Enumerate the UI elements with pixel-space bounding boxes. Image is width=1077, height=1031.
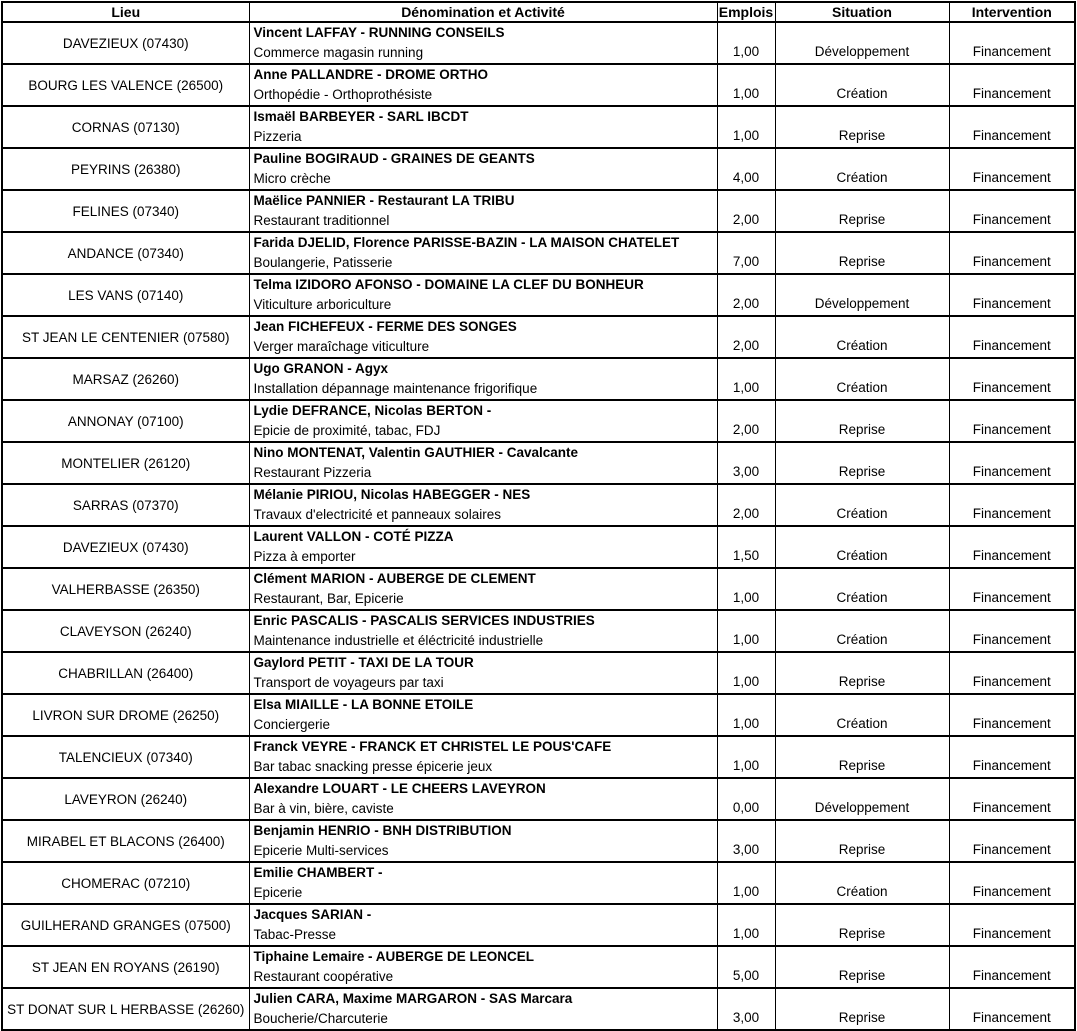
- table-row: [2, 904, 1075, 946]
- intervention-value: Financement: [972, 842, 1051, 857]
- emplois-value: 7,00: [732, 254, 760, 269]
- cell-lieu[interactable]: CLAVEYSON (26240): [2, 610, 249, 652]
- cell-situation[interactable]: [775, 736, 949, 778]
- denomination-wrap: [250, 653, 717, 693]
- cell-situation[interactable]: [775, 400, 949, 442]
- cell-emplois[interactable]: [717, 400, 775, 442]
- business-name: Benjamin HENRIO - BNH DISTRIBUTION: [253, 823, 512, 838]
- cell-situation[interactable]: [775, 316, 949, 358]
- cell-denomination[interactable]: [249, 736, 717, 778]
- business-activity: Restaurant Pizzeria: [253, 465, 372, 480]
- table-row: [2, 652, 1075, 694]
- business-name: Ugo GRANON - Agyx: [253, 361, 388, 376]
- cell-intervention[interactable]: [949, 652, 1075, 694]
- table-header-row: [2, 2, 1075, 22]
- business-activity: Micro crèche: [253, 171, 331, 186]
- cell-emplois[interactable]: [717, 988, 775, 1030]
- situation-value: Reprise: [838, 758, 886, 773]
- cell-denomination[interactable]: [249, 106, 717, 148]
- cell-situation[interactable]: [775, 232, 949, 274]
- intervention-value: Financement: [972, 86, 1051, 101]
- business-activity: Restaurant traditionnel: [253, 213, 390, 228]
- emplois-value: 2,00: [732, 212, 760, 227]
- cell-emplois[interactable]: [717, 232, 775, 274]
- situation-value: Reprise: [838, 674, 886, 689]
- cell-intervention[interactable]: [949, 820, 1075, 862]
- cell-intervention[interactable]: [949, 778, 1075, 820]
- table-row: [2, 190, 1075, 232]
- emplois-value: 1,00: [732, 44, 760, 59]
- cell-lieu[interactable]: SARRAS (07370): [2, 484, 249, 526]
- cell-situation[interactable]: [775, 988, 949, 1030]
- cell-lieu[interactable]: CHABRILLAN (26400): [2, 652, 249, 694]
- business-activity: Restaurant, Bar, Epicerie: [253, 591, 404, 606]
- cell-denomination[interactable]: [249, 988, 717, 1030]
- situation-value: Création: [836, 590, 888, 605]
- table-row: [2, 820, 1075, 862]
- column-header-denomination[interactable]: Dénomination et Activité: [249, 2, 717, 22]
- table-row: [2, 442, 1075, 484]
- cell-intervention[interactable]: [949, 22, 1075, 64]
- cell-denomination[interactable]: [249, 274, 717, 316]
- cell-denomination[interactable]: [249, 190, 717, 232]
- cell-lieu[interactable]: MIRABEL ET BLACONS (26400): [2, 820, 249, 862]
- situation-value: Création: [836, 632, 888, 647]
- situation-value: Création: [836, 884, 888, 899]
- situation-value: Création: [836, 86, 888, 101]
- denomination-wrap: [250, 989, 717, 1029]
- cell-denomination[interactable]: [249, 610, 717, 652]
- business-activity: Pizzeria: [253, 129, 302, 144]
- business-name: Laurent VALLON - COTÉ PIZZA: [253, 529, 454, 544]
- denomination-wrap: [250, 107, 717, 147]
- situation-value: Reprise: [838, 254, 886, 269]
- cell-situation[interactable]: [775, 484, 949, 526]
- business-activity: Conciergerie: [253, 717, 331, 732]
- situation-value: Création: [836, 170, 888, 185]
- business-name: Telma IZIDORO AFONSO - DOMAINE LA CLEF DU BONHEUR: [253, 277, 644, 292]
- cell-denomination[interactable]: [249, 148, 717, 190]
- cell-denomination[interactable]: [249, 904, 717, 946]
- business-name: Maëlice PANNIER - Restaurant LA TRIBU: [253, 193, 515, 208]
- intervention-value: Financement: [972, 254, 1051, 269]
- cell-denomination[interactable]: [249, 316, 717, 358]
- cell-situation[interactable]: [775, 190, 949, 232]
- emplois-value: 3,00: [732, 464, 760, 479]
- intervention-value: Financement: [972, 758, 1051, 773]
- cell-intervention[interactable]: [949, 148, 1075, 190]
- business-name: Enric PASCALIS - PASCALIS SERVICES INDUSTRIES: [253, 613, 595, 628]
- cell-lieu[interactable]: VALHERBASSE (26350): [2, 568, 249, 610]
- situation-value: Reprise: [838, 464, 886, 479]
- cell-situation[interactable]: [775, 526, 949, 568]
- emplois-value: 2,00: [732, 506, 760, 521]
- cell-situation[interactable]: [775, 274, 949, 316]
- emplois-value: 1,00: [732, 86, 760, 101]
- intervention-value: Financement: [972, 212, 1051, 227]
- cell-situation[interactable]: [775, 148, 949, 190]
- denomination-wrap: [250, 65, 717, 105]
- cell-denomination[interactable]: [249, 652, 717, 694]
- cell-lieu[interactable]: LIVRON SUR DROME (26250): [2, 694, 249, 736]
- cell-emplois[interactable]: [717, 442, 775, 484]
- emplois-value: 2,00: [732, 338, 760, 353]
- cell-denomination[interactable]: [249, 820, 717, 862]
- table-row: [2, 316, 1075, 358]
- table-row: [2, 274, 1075, 316]
- cell-intervention[interactable]: [949, 568, 1075, 610]
- table-row: [2, 778, 1075, 820]
- table-row: [2, 988, 1075, 1030]
- cell-denomination[interactable]: [249, 862, 717, 904]
- cell-lieu[interactable]: FELINES (07340): [2, 190, 249, 232]
- cell-emplois[interactable]: [717, 904, 775, 946]
- cell-situation[interactable]: [775, 610, 949, 652]
- cell-intervention[interactable]: [949, 358, 1075, 400]
- situation-value: Reprise: [838, 128, 886, 143]
- business-name: Nino MONTENAT, Valentin GAUTHIER - Cavalcante: [253, 445, 579, 460]
- cell-lieu[interactable]: GUILHERAND GRANGES (07500): [2, 904, 249, 946]
- business-activity: Commerce magasin running: [253, 45, 424, 60]
- business-activity: Pizza à emporter: [253, 549, 356, 564]
- emplois-value: 1,00: [732, 128, 760, 143]
- cell-emplois[interactable]: [717, 22, 775, 64]
- cell-situation[interactable]: [775, 22, 949, 64]
- cell-situation[interactable]: [775, 64, 949, 106]
- cell-intervention[interactable]: [949, 946, 1075, 988]
- cell-denomination[interactable]: [249, 400, 717, 442]
- emplois-value: 4,00: [732, 170, 760, 185]
- emplois-value: 0,00: [732, 800, 760, 815]
- table-row: [2, 946, 1075, 988]
- cell-denomination[interactable]: [249, 946, 717, 988]
- cell-situation[interactable]: [775, 568, 949, 610]
- intervention-value: Financement: [972, 380, 1051, 395]
- business-name: Tiphaine Lemaire - AUBERGE DE LEONCEL: [253, 949, 535, 964]
- intervention-value: Financement: [972, 884, 1051, 899]
- emplois-value: 1,00: [732, 674, 760, 689]
- cell-emplois[interactable]: [717, 64, 775, 106]
- cell-intervention[interactable]: [949, 274, 1075, 316]
- table-row: [2, 64, 1075, 106]
- emplois-value: 1,00: [732, 590, 760, 605]
- column-header-intervention[interactable]: Intervention: [949, 2, 1075, 22]
- situation-value: Création: [836, 380, 888, 395]
- table-row: [2, 610, 1075, 652]
- results-table: [1, 1, 1076, 1031]
- table-row: [2, 106, 1075, 148]
- cell-lieu[interactable]: ST DONAT SUR L HERBASSE (26260): [2, 988, 249, 1030]
- emplois-value: 3,00: [732, 842, 760, 857]
- cell-emplois[interactable]: [717, 946, 775, 988]
- cell-denomination[interactable]: [249, 694, 717, 736]
- cell-emplois[interactable]: [717, 694, 775, 736]
- cell-lieu[interactable]: CORNAS (07130): [2, 106, 249, 148]
- business-name: Elsa MIAILLE - LA BONNE ETOILE: [253, 697, 474, 712]
- business-name: Clément MARION - AUBERGE DE CLEMENT: [253, 571, 536, 586]
- cell-lieu[interactable]: ANNONAY (07100): [2, 400, 249, 442]
- cell-emplois[interactable]: [717, 778, 775, 820]
- intervention-value: Financement: [972, 716, 1051, 731]
- table-row: [2, 484, 1075, 526]
- denomination-wrap: [250, 191, 717, 231]
- cell-lieu[interactable]: MARSAZ (26260): [2, 358, 249, 400]
- column-header-situation[interactable]: Situation: [775, 2, 949, 22]
- business-name: Gaylord PETIT - TAXI DE LA TOUR: [253, 655, 474, 670]
- cell-emplois[interactable]: [717, 190, 775, 232]
- business-activity: Installation dépannage maintenance frigorifique: [253, 381, 538, 396]
- cell-denomination[interactable]: [249, 484, 717, 526]
- situation-value: Développement: [814, 296, 910, 311]
- denomination-wrap: [250, 527, 717, 567]
- cell-intervention[interactable]: [949, 610, 1075, 652]
- intervention-value: Financement: [972, 506, 1051, 521]
- cell-intervention[interactable]: [949, 862, 1075, 904]
- intervention-value: Financement: [972, 968, 1051, 983]
- situation-value: Développement: [814, 44, 910, 59]
- table-row: [2, 22, 1075, 64]
- cell-intervention[interactable]: [949, 64, 1075, 106]
- denomination-wrap: [250, 233, 717, 273]
- column-header-lieu[interactable]: Lieu: [2, 2, 249, 22]
- situation-value: Création: [836, 506, 888, 521]
- cell-intervention[interactable]: [949, 442, 1075, 484]
- cell-situation[interactable]: [775, 820, 949, 862]
- situation-value: Reprise: [838, 968, 886, 983]
- cell-situation[interactable]: [775, 106, 949, 148]
- cell-intervention[interactable]: [949, 316, 1075, 358]
- cell-lieu[interactable]: TALENCIEUX (07340): [2, 736, 249, 778]
- business-name: Jacques SARIAN -: [253, 907, 372, 922]
- intervention-value: Financement: [972, 800, 1051, 815]
- cell-intervention[interactable]: [949, 526, 1075, 568]
- emplois-value: 1,00: [732, 380, 760, 395]
- emplois-value: 1,50: [732, 548, 760, 563]
- denomination-wrap: [250, 905, 717, 945]
- intervention-value: Financement: [972, 44, 1051, 59]
- table-row: [2, 694, 1075, 736]
- cell-lieu[interactable]: MONTELIER (26120): [2, 442, 249, 484]
- denomination-wrap: [250, 317, 717, 357]
- cell-emplois[interactable]: [717, 148, 775, 190]
- cell-intervention[interactable]: [949, 736, 1075, 778]
- intervention-value: Financement: [972, 632, 1051, 647]
- denomination-wrap: [250, 275, 717, 315]
- denomination-wrap: [250, 821, 717, 861]
- emplois-value: 1,00: [732, 884, 760, 899]
- table-body: [2, 22, 1075, 1030]
- denomination-wrap: [250, 485, 717, 525]
- business-name: Vincent LAFFAY - RUNNING CONSEILS: [253, 25, 505, 40]
- denomination-wrap: [250, 149, 717, 189]
- cell-denomination[interactable]: [249, 778, 717, 820]
- business-activity: Boucherie/Charcuterie: [253, 1011, 388, 1026]
- situation-value: Reprise: [838, 212, 886, 227]
- business-activity: Epicie de proximité, tabac, FDJ: [253, 423, 441, 438]
- cell-emplois[interactable]: [717, 610, 775, 652]
- business-name: Franck VEYRE - FRANCK ET CHRISTEL LE POUS'CAFE: [253, 739, 612, 754]
- situation-value: Création: [836, 716, 888, 731]
- situation-value: Développement: [814, 800, 910, 815]
- situation-value: Reprise: [838, 926, 886, 941]
- cell-emplois[interactable]: [717, 274, 775, 316]
- cell-intervention[interactable]: [949, 232, 1075, 274]
- business-name: Farida DJELID, Florence PARISSE-BAZIN - LA MAISON CHATELET: [253, 235, 680, 250]
- business-name: Jean FICHEFEUX - FERME DES SONGES: [253, 319, 517, 334]
- cell-intervention[interactable]: [949, 190, 1075, 232]
- emplois-value: 2,00: [732, 422, 760, 437]
- business-activity: Travaux d'electricité et panneaux solaires: [253, 507, 501, 522]
- intervention-value: Financement: [972, 1010, 1051, 1025]
- intervention-value: Financement: [972, 590, 1051, 605]
- cell-intervention[interactable]: [949, 484, 1075, 526]
- situation-value: Création: [836, 548, 888, 563]
- business-activity: Transport de voyageurs par taxi: [253, 675, 444, 690]
- cell-situation[interactable]: [775, 694, 949, 736]
- cell-denomination[interactable]: [249, 232, 717, 274]
- table-row: [2, 358, 1075, 400]
- denomination-wrap: [250, 23, 717, 63]
- cell-lieu[interactable]: LAVEYRON (26240): [2, 778, 249, 820]
- denomination-wrap: [250, 695, 717, 735]
- business-activity: Bar tabac snacking presse épicerie jeux: [253, 759, 493, 774]
- emplois-value: 3,00: [732, 1010, 760, 1025]
- denomination-wrap: [250, 443, 717, 483]
- business-activity: Bar à vin, bière, caviste: [253, 801, 394, 816]
- cell-lieu[interactable]: ST JEAN LE CENTENIER (07580): [2, 316, 249, 358]
- cell-lieu[interactable]: BOURG LES VALENCE (26500): [2, 64, 249, 106]
- cell-denomination[interactable]: [249, 568, 717, 610]
- business-name: Anne PALLANDRE - DROME ORTHO: [253, 67, 488, 82]
- cell-emplois[interactable]: [717, 568, 775, 610]
- cell-situation[interactable]: [775, 946, 949, 988]
- business-activity: Maintenance industrielle et éléctricité industrielle: [253, 633, 544, 648]
- emplois-value: 5,00: [732, 968, 760, 983]
- business-activity: Verger maraîchage viticulture: [253, 339, 430, 354]
- cell-denomination[interactable]: [249, 442, 717, 484]
- cell-intervention[interactable]: [949, 904, 1075, 946]
- cell-emplois[interactable]: [717, 526, 775, 568]
- cell-intervention[interactable]: [949, 400, 1075, 442]
- table-row: [2, 232, 1075, 274]
- emplois-value: 1,00: [732, 632, 760, 647]
- table-row: [2, 862, 1075, 904]
- table-row: [2, 148, 1075, 190]
- situation-value: Reprise: [838, 1010, 886, 1025]
- cell-lieu[interactable]: DAVEZIEUX (07430): [2, 526, 249, 568]
- intervention-value: Financement: [972, 422, 1051, 437]
- business-name: Ismaël BARBEYER - SARL IBCDT: [253, 109, 469, 124]
- column-header-emplois[interactable]: Emplois: [718, 4, 774, 20]
- denomination-wrap: [250, 863, 717, 903]
- intervention-value: Financement: [972, 170, 1051, 185]
- denomination-wrap: [250, 947, 717, 987]
- cell-intervention[interactable]: [949, 106, 1075, 148]
- business-name: Emilie CHAMBERT -: [253, 865, 383, 880]
- cell-emplois[interactable]: [717, 106, 775, 148]
- cell-emplois[interactable]: [717, 316, 775, 358]
- cell-denomination[interactable]: [249, 64, 717, 106]
- business-activity: Orthopédie - Orthoprothésiste: [253, 87, 433, 102]
- emplois-value: 1,00: [732, 758, 760, 773]
- table-row: [2, 568, 1075, 610]
- denomination-wrap: [250, 737, 717, 777]
- business-name: Mélanie PIRIOU, Nicolas HABEGGER - NES: [253, 487, 531, 502]
- cell-situation[interactable]: [775, 652, 949, 694]
- cell-situation[interactable]: [775, 904, 949, 946]
- emplois-value: 1,00: [732, 716, 760, 731]
- cell-emplois[interactable]: [717, 484, 775, 526]
- business-activity: Tabac-Presse: [253, 927, 337, 942]
- cell-lieu[interactable]: ST JEAN EN ROYANS (26190): [2, 946, 249, 988]
- intervention-value: Financement: [972, 674, 1051, 689]
- cell-situation[interactable]: [775, 358, 949, 400]
- denomination-wrap: [250, 779, 717, 819]
- situation-value: Reprise: [838, 422, 886, 437]
- table-row: [2, 400, 1075, 442]
- business-name: Pauline BOGIRAUD - GRAINES DE GEANTS: [253, 151, 535, 166]
- cell-denomination[interactable]: [249, 358, 717, 400]
- cell-emplois[interactable]: [717, 358, 775, 400]
- cell-situation[interactable]: [775, 862, 949, 904]
- denomination-wrap: [250, 359, 717, 399]
- intervention-value: Financement: [972, 926, 1051, 941]
- cell-intervention[interactable]: [949, 988, 1075, 1030]
- table-row: [2, 526, 1075, 568]
- intervention-value: Financement: [972, 548, 1051, 563]
- emplois-value: 1,00: [732, 926, 760, 941]
- denomination-wrap: [250, 611, 717, 651]
- cell-denomination[interactable]: [249, 526, 717, 568]
- business-activity: Viticulture arboriculture: [253, 297, 392, 312]
- business-name: Lydie DEFRANCE, Nicolas BERTON -: [253, 403, 492, 418]
- business-name: Alexandre LOUART - LE CHEERS LAVEYRON: [253, 781, 546, 796]
- cell-lieu[interactable]: PEYRINS (26380): [2, 148, 249, 190]
- cell-lieu[interactable]: ANDANCE (07340): [2, 232, 249, 274]
- intervention-value: Financement: [972, 296, 1051, 311]
- cell-situation[interactable]: [775, 442, 949, 484]
- business-activity: Epicerie Multi-services: [253, 843, 389, 858]
- table-row: [2, 736, 1075, 778]
- cell-lieu[interactable]: DAVEZIEUX (07430): [2, 22, 249, 64]
- business-name: Julien CARA, Maxime MARGARON - SAS Marcara: [253, 991, 573, 1006]
- emplois-value: 2,00: [732, 296, 760, 311]
- cell-lieu[interactable]: LES VANS (07140): [2, 274, 249, 316]
- situation-value: Reprise: [838, 842, 886, 857]
- denomination-wrap: [250, 569, 717, 609]
- cell-lieu[interactable]: CHOMERAC (07210): [2, 862, 249, 904]
- cell-situation[interactable]: [775, 778, 949, 820]
- cell-emplois[interactable]: [717, 652, 775, 694]
- situation-value: Création: [836, 338, 888, 353]
- intervention-value: Financement: [972, 464, 1051, 479]
- intervention-value: Financement: [972, 128, 1051, 143]
- business-activity: Boulangerie, Patisserie: [253, 255, 393, 270]
- business-activity: Restaurant coopérative: [253, 969, 394, 984]
- cell-denomination[interactable]: [249, 22, 717, 64]
- cell-emplois[interactable]: [717, 862, 775, 904]
- intervention-value: Financement: [972, 338, 1051, 353]
- business-activity: Epicerie: [253, 885, 303, 900]
- cell-emplois[interactable]: [717, 736, 775, 778]
- denomination-wrap: [250, 401, 717, 441]
- cell-intervention[interactable]: [949, 694, 1075, 736]
- cell-emplois[interactable]: [717, 820, 775, 862]
